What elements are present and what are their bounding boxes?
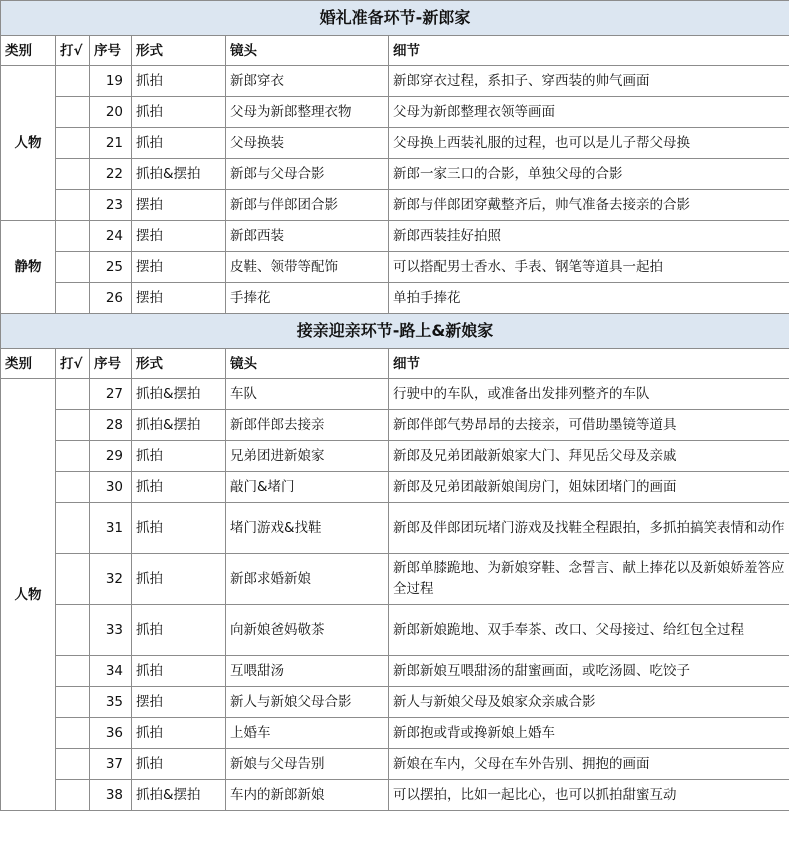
number-cell: 32	[90, 554, 132, 605]
shot-cell: 互喂甜汤	[226, 656, 389, 687]
detail-cell: 新郎新娘互喂甜汤的甜蜜画面，或吃汤圆、吃饺子	[389, 656, 789, 687]
header-row	[1, 36, 789, 66]
shot-cell: 新郎西装	[226, 221, 389, 252]
header-category: 类别	[1, 36, 56, 66]
header-number: 序号	[90, 349, 132, 379]
form-cell: 抓拍	[132, 472, 226, 503]
check-cell[interactable]	[56, 554, 90, 605]
form-cell: 抓拍	[132, 718, 226, 749]
check-cell[interactable]	[56, 605, 90, 656]
number-cell: 22	[90, 159, 132, 190]
shot-cell: 兄弟团进新娘家	[226, 441, 389, 472]
number-cell: 24	[90, 221, 132, 252]
form-cell: 抓拍&摆拍	[132, 379, 226, 410]
form-cell: 抓拍	[132, 605, 226, 656]
detail-cell: 可以搭配男士香水、手表、钢笔等道具一起拍	[389, 252, 789, 283]
table-row	[1, 605, 789, 656]
shot-cell: 父母为新郎整理衣物	[226, 97, 389, 128]
detail-cell: 新郎及兄弟团敲新娘闺房门，姐妹团堵门的画面	[389, 472, 789, 503]
table-body	[1, 1, 789, 811]
header-form: 形式	[132, 36, 226, 66]
detail-cell: 新人与新娘父母及娘家众亲戚合影	[389, 687, 789, 718]
detail-cell: 新娘在车内，父母在车外告别、拥抱的画面	[389, 749, 789, 780]
detail-cell: 父母为新郎整理衣领等画面	[389, 97, 789, 128]
table-row	[1, 379, 789, 410]
detail-cell: 新郎穿衣过程，系扣子、穿西装的帅气画面	[389, 66, 789, 97]
form-cell: 抓拍	[132, 441, 226, 472]
number-cell: 31	[90, 503, 132, 554]
shot-cell: 皮鞋、领带等配饰	[226, 252, 389, 283]
form-cell: 摆拍	[132, 221, 226, 252]
section-title: 婚礼准备环节-新郎家	[1, 1, 789, 36]
form-cell: 抓拍&摆拍	[132, 410, 226, 441]
category-cell: 静物	[1, 221, 56, 314]
table-row	[1, 656, 789, 687]
shot-cell: 敲门&堵门	[226, 472, 389, 503]
category-cell: 人物	[1, 379, 56, 811]
number-cell: 19	[90, 66, 132, 97]
shot-cell: 车内的新郎新娘	[226, 780, 389, 811]
header-check: 打√	[56, 349, 90, 379]
header-detail: 细节	[389, 349, 789, 379]
table-row	[1, 410, 789, 441]
table-row	[1, 503, 789, 554]
category-cell: 人物	[1, 66, 56, 221]
detail-cell: 行驶中的车队，或准备出发排列整齐的车队	[389, 379, 789, 410]
number-cell: 38	[90, 780, 132, 811]
check-cell[interactable]	[56, 379, 90, 410]
check-cell[interactable]	[56, 656, 90, 687]
shot-cell: 新郎与伴郎团合影	[226, 190, 389, 221]
number-cell: 25	[90, 252, 132, 283]
shot-cell: 上婚车	[226, 718, 389, 749]
header-shot: 镜头	[226, 36, 389, 66]
header-check: 打√	[56, 36, 90, 66]
table-row	[1, 221, 789, 252]
check-cell[interactable]	[56, 128, 90, 159]
detail-cell: 可以摆拍，比如一起比心，也可以抓拍甜蜜互动	[389, 780, 789, 811]
table-row	[1, 749, 789, 780]
form-cell: 抓拍&摆拍	[132, 780, 226, 811]
header-shot: 镜头	[226, 349, 389, 379]
header-category: 类别	[1, 349, 56, 379]
form-cell: 抓拍	[132, 656, 226, 687]
form-cell: 摆拍	[132, 190, 226, 221]
section-title-row	[1, 1, 789, 36]
check-cell[interactable]	[56, 221, 90, 252]
number-cell: 37	[90, 749, 132, 780]
table-row	[1, 252, 789, 283]
detail-cell: 新郎单膝跪地、为新娘穿鞋、念誓言、献上捧花以及新娘娇羞答应全过程	[389, 554, 789, 605]
detail-cell: 新郎及兄弟团敲新娘家大门、拜见岳父母及亲戚	[389, 441, 789, 472]
number-cell: 28	[90, 410, 132, 441]
table-row	[1, 687, 789, 718]
table-row	[1, 159, 789, 190]
form-cell: 抓拍&摆拍	[132, 159, 226, 190]
detail-cell: 新郎与伴郎团穿戴整齐后，帅气准备去接亲的合影	[389, 190, 789, 221]
table-row	[1, 441, 789, 472]
table-row	[1, 283, 789, 314]
form-cell: 抓拍	[132, 749, 226, 780]
check-cell[interactable]	[56, 472, 90, 503]
form-cell: 抓拍	[132, 66, 226, 97]
check-cell[interactable]	[56, 718, 90, 749]
check-cell[interactable]	[56, 503, 90, 554]
check-cell[interactable]	[56, 283, 90, 314]
check-cell[interactable]	[56, 780, 90, 811]
detail-cell: 新郎西装挂好拍照	[389, 221, 789, 252]
number-cell: 26	[90, 283, 132, 314]
check-cell[interactable]	[56, 159, 90, 190]
shot-cell: 向新娘爸妈敬茶	[226, 605, 389, 656]
check-cell[interactable]	[56, 97, 90, 128]
detail-cell: 新郎一家三口的合影，单独父母的合影	[389, 159, 789, 190]
section-title-row	[1, 314, 789, 349]
header-detail: 细节	[389, 36, 789, 66]
form-cell: 抓拍	[132, 97, 226, 128]
number-cell: 23	[90, 190, 132, 221]
number-cell: 30	[90, 472, 132, 503]
check-cell[interactable]	[56, 687, 90, 718]
shot-cell: 新郎伴郎去接亲	[226, 410, 389, 441]
number-cell: 21	[90, 128, 132, 159]
shot-cell: 新郎穿衣	[226, 66, 389, 97]
detail-cell: 单拍手捧花	[389, 283, 789, 314]
form-cell: 抓拍	[132, 128, 226, 159]
shot-cell: 新郎与父母合影	[226, 159, 389, 190]
number-cell: 29	[90, 441, 132, 472]
table-row	[1, 190, 789, 221]
form-cell: 摆拍	[132, 252, 226, 283]
detail-cell: 新郎抱或背或搀新娘上婚车	[389, 718, 789, 749]
detail-cell: 新郎及伴郎团玩堵门游戏及找鞋全程跟拍，多抓拍搞笑表情和动作	[389, 503, 789, 554]
shot-cell: 新娘与父母告别	[226, 749, 389, 780]
number-cell: 27	[90, 379, 132, 410]
header-row	[1, 349, 789, 379]
check-cell[interactable]	[56, 252, 90, 283]
shot-cell: 新郎求婚新娘	[226, 554, 389, 605]
number-cell: 35	[90, 687, 132, 718]
table-row	[1, 472, 789, 503]
table-row	[1, 97, 789, 128]
shot-cell: 新人与新娘父母合影	[226, 687, 389, 718]
table-row	[1, 554, 789, 605]
table-row	[1, 718, 789, 749]
number-cell: 20	[90, 97, 132, 128]
section-title: 接亲迎亲环节-路上&新娘家	[1, 314, 789, 349]
table-row	[1, 780, 789, 811]
number-cell: 33	[90, 605, 132, 656]
header-number: 序号	[90, 36, 132, 66]
detail-cell: 新郎新娘跪地、双手奉茶、改口、父母接过、给红包全过程	[389, 605, 789, 656]
table-row	[1, 128, 789, 159]
form-cell: 摆拍	[132, 283, 226, 314]
shot-cell: 堵门游戏&找鞋	[226, 503, 389, 554]
detail-cell: 新郎伴郎气势昂昂的去接亲，可借助墨镜等道具	[389, 410, 789, 441]
header-form: 形式	[132, 349, 226, 379]
detail-cell: 父母换上西装礼服的过程，也可以是儿子帮父母换	[389, 128, 789, 159]
check-cell[interactable]	[56, 410, 90, 441]
table-row	[1, 66, 789, 97]
shot-cell: 车队	[226, 379, 389, 410]
check-cell[interactable]	[56, 441, 90, 472]
shot-cell: 父母换装	[226, 128, 389, 159]
shot-cell: 手捧花	[226, 283, 389, 314]
check-cell[interactable]	[56, 190, 90, 221]
check-cell[interactable]	[56, 66, 90, 97]
number-cell: 34	[90, 656, 132, 687]
check-cell[interactable]	[56, 749, 90, 780]
form-cell: 抓拍	[132, 554, 226, 605]
form-cell: 摆拍	[132, 687, 226, 718]
number-cell: 36	[90, 718, 132, 749]
form-cell: 抓拍	[132, 503, 226, 554]
